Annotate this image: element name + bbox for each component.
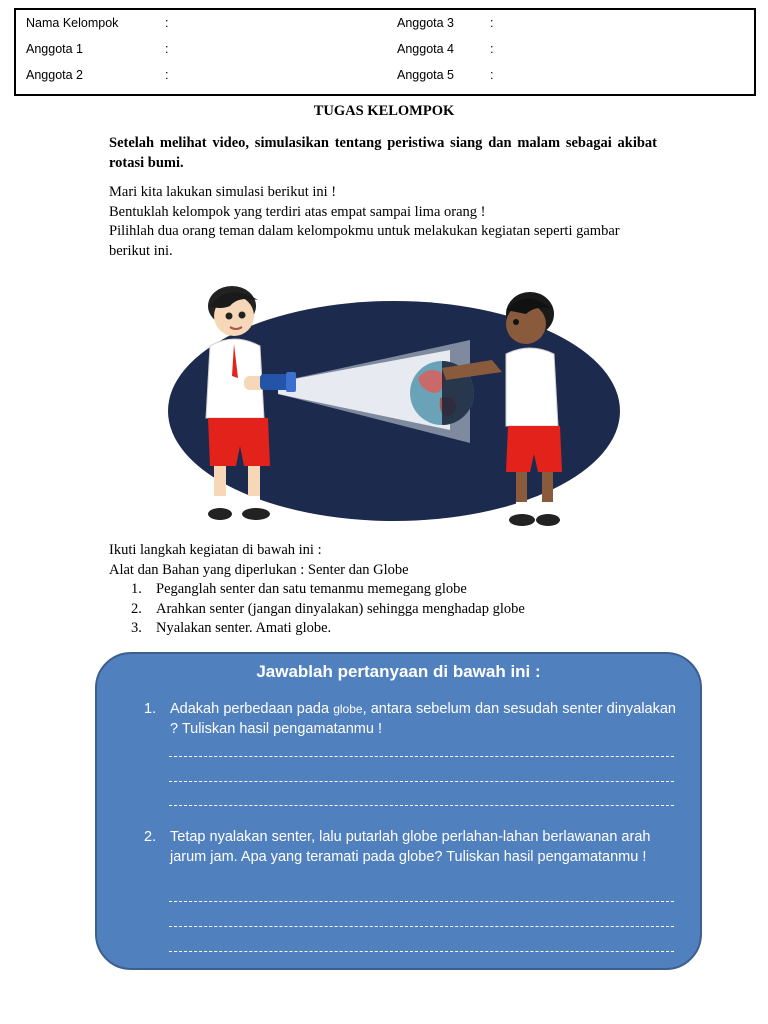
- step-text: Arahkan senter (jangan dinyalakan) sehingga menghadap globe: [156, 600, 525, 617]
- member-3-label: Anggota 3: [397, 16, 454, 30]
- member-1-colon: :: [165, 42, 169, 56]
- member-5-colon: :: [490, 68, 494, 82]
- instruction-line: Bentuklah kelompok yang terdiri atas empat sampai lima orang !: [109, 203, 486, 220]
- materials-line: Alat dan Bahan yang diperlukan : Senter dan Globe: [109, 561, 409, 578]
- step-item: [131, 600, 651, 620]
- question-number: 2.: [144, 829, 157, 845]
- steps-list: [131, 580, 651, 639]
- member-2-label: Anggota 2: [26, 68, 83, 82]
- answer-line[interactable]: [169, 805, 674, 806]
- step-text: Peganglah senter dan satu temanmu memegang globe: [156, 581, 467, 597]
- member-4-label: Anggota 4: [397, 42, 454, 56]
- member-4-colon: :: [490, 42, 494, 56]
- group-identity-box: [14, 8, 756, 96]
- question-text-part: globe: [333, 702, 363, 716]
- answer-line[interactable]: [169, 901, 674, 902]
- answer-line[interactable]: [169, 926, 674, 927]
- answer-line[interactable]: [169, 951, 674, 952]
- step-item: [131, 580, 651, 600]
- question-2: [144, 827, 676, 867]
- flashlight-icon: [260, 374, 290, 390]
- group-name-label: Nama Kelompok: [26, 16, 119, 30]
- instructions-paragraph: [109, 183, 659, 261]
- steps-intro: [109, 541, 669, 580]
- question-number: 1.: [144, 701, 157, 717]
- member-2-colon: :: [165, 68, 169, 82]
- member-5-label: Anggota 5: [397, 68, 454, 82]
- member-1-label: Anggota 1: [26, 42, 83, 56]
- group-name-colon: :: [165, 16, 169, 30]
- questions-title: Jawablah pertanyaan di bawah ini :: [256, 662, 541, 681]
- page-title: TUGAS KELOMPOK: [313, 103, 455, 119]
- intro-text: Setelah melihat video, simulasikan tentang peristiwa siang dan malam sebagai akibat rotasi bumi.: [109, 135, 657, 171]
- instruction-line: Mari kita lakukan simulasi berikut ini !: [109, 184, 337, 200]
- step-item: [131, 619, 651, 639]
- questions-box: [95, 652, 702, 970]
- step-text: Nyalakan senter. Amati globe.: [156, 620, 332, 636]
- step-number: 1.: [131, 581, 142, 597]
- simulation-illustration: [150, 278, 625, 540]
- question-1: [144, 699, 676, 739]
- question-text-part: Adakah perbedaan pada: [170, 701, 334, 717]
- step-number: 2.: [131, 600, 142, 617]
- member-3-colon: :: [490, 16, 494, 30]
- question-text: [170, 699, 676, 739]
- step-number: 3.: [131, 620, 142, 636]
- answer-line[interactable]: [169, 781, 674, 782]
- steps-intro-line: Ikuti langkah kegiatan di bawah ini :: [109, 542, 322, 558]
- question-text: Tetap nyalakan senter, lalu putarlah globe perlahan-lahan berlawanan arah jarum jam. Apa yang teramati pada globe? Tuliskan hasil pengamatanmu !: [170, 829, 651, 865]
- answer-line[interactable]: [169, 756, 674, 757]
- question-text-part: , antara sebelum dan sesudah senter dinyalakan ? Tuliskan hasil pengamatanmu !: [170, 701, 676, 737]
- instruction-line: Pilihlah dua orang teman dalam kelompokmu untuk melakukan kegiatan seperti gambar berikut ini.: [109, 223, 620, 259]
